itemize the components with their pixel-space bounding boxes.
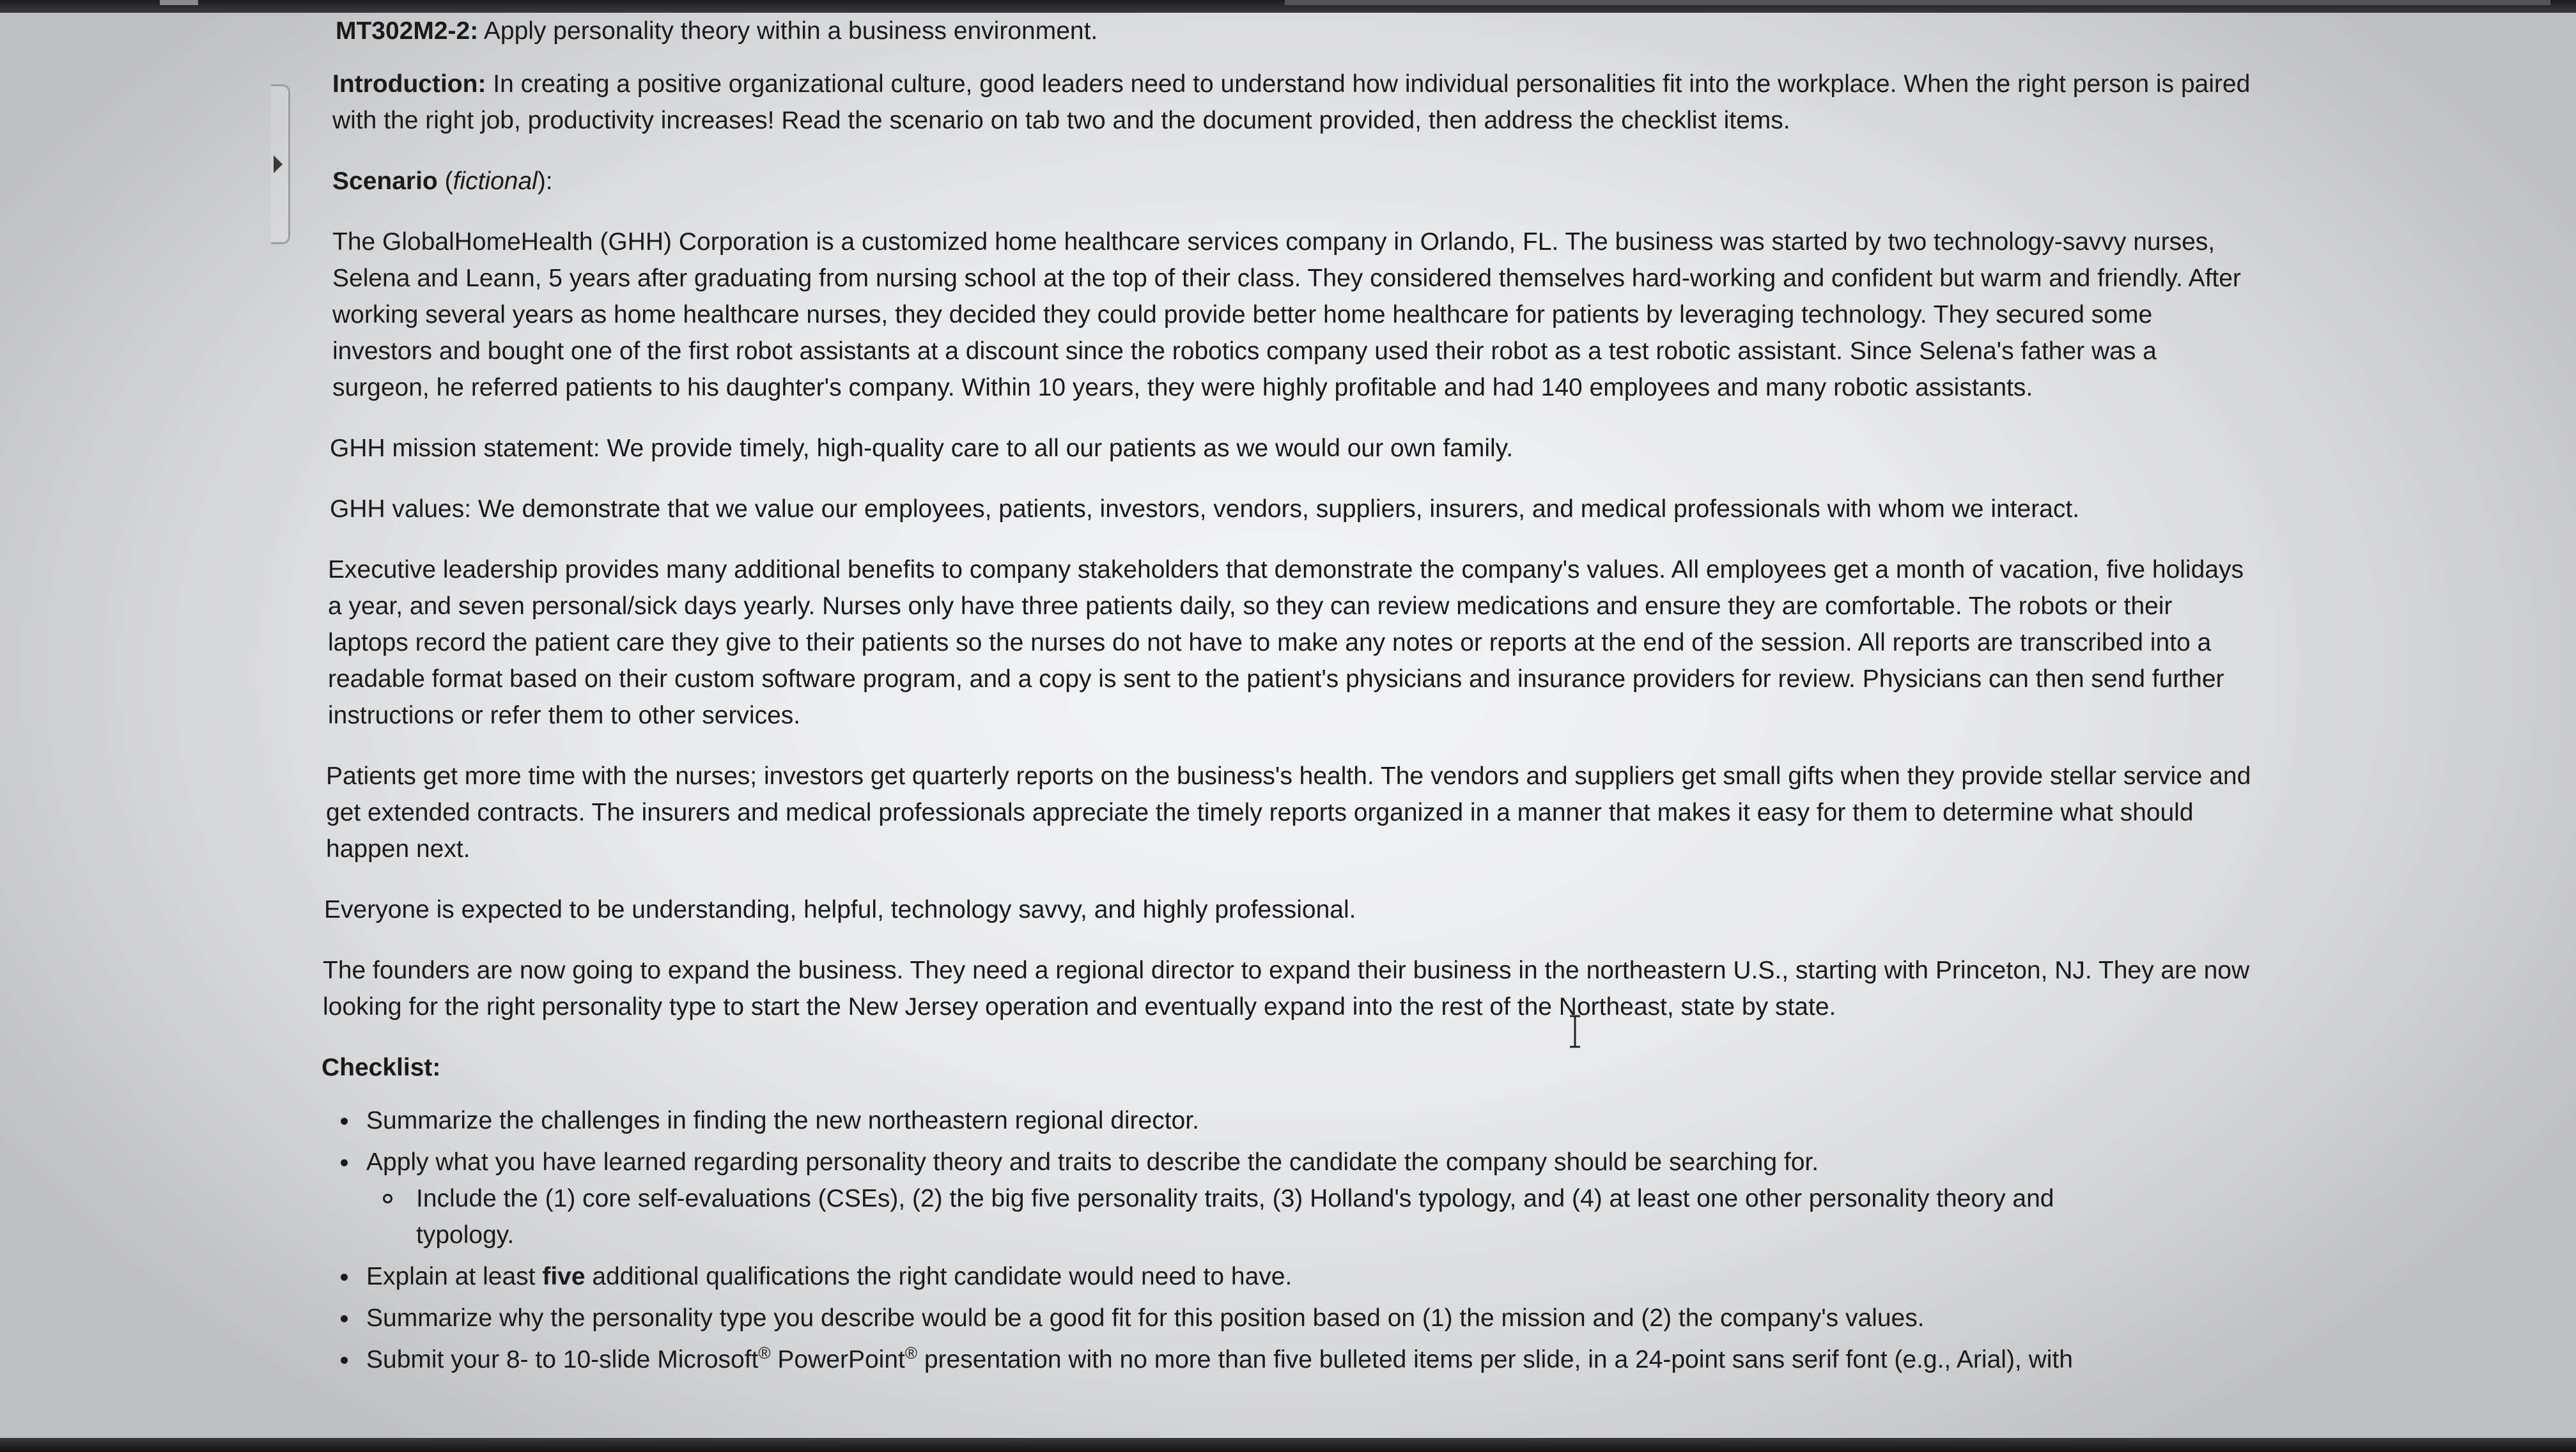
- qualifications-post: additional qualifications the right candidate would need to have.: [585, 1263, 1292, 1290]
- qualifications-count: five: [542, 1263, 586, 1290]
- assignment-code: MT302M2-2:: [336, 17, 479, 45]
- submit-text-c: presentation with no more than five bulleted items per slide, in a 24-point sans serif font (e.g., Arial), with: [917, 1346, 2073, 1373]
- tab-edge-left: [160, 0, 198, 5]
- tab-edge-right: [1285, 0, 2550, 5]
- scenario-paragraph-values: GHH values: We demonstrate that we value our employees, patients, investors, vendors, suppliers, insurers, and medical professionals with whom we interact.: [330, 495, 2080, 523]
- submit-text-a: Submit your 8- to 10-slide Microsoft: [366, 1346, 759, 1373]
- checklist-sublist: [366, 1180, 2253, 1253]
- submit-text-b: PowerPoint: [770, 1346, 905, 1373]
- assignment-content: [322, 13, 2253, 1383]
- checklist-item-qualifications: [322, 1258, 2253, 1295]
- checklist-subitem-theories: Include the (1) core self-evaluations (CSEs), (2) the big five personality traits, (3) Holland's typology, and (4) at least one other personality theory and typology.: [366, 1180, 2142, 1253]
- checklist-list: [322, 1102, 2253, 1378]
- assignment-objective-text: Apply personality theory within a business environment.: [478, 17, 1098, 45]
- scenario-qualifier: fictional: [453, 167, 538, 195]
- checklist-item-candidate-text: Apply what you have learned regarding personality theory and traits to describe the candidate the company should be searching for.: [366, 1148, 1819, 1176]
- sidebar-toggle[interactable]: [271, 84, 290, 244]
- registered-mark-1: ®: [758, 1343, 771, 1363]
- scenario-paragraph-benefits: Executive leadership provides many additional benefits to company stakeholders that demonstrate the company's values. All employees get a month of vacation, five holidays a year, and seven personal/sick days yearly. Nurses only have three patients daily, so they can review medications and ensure they are comfortable. The robots or their laptops record the patient care they give to their patients so the nurses do not have to make any notes or reports at the end of the session. All reports are transcribed into a readable format based on their custom software program, and a copy is sent to the patient's physicians and insurance providers for review. Physicians can then send further instructions or refer them to other services.: [328, 556, 2244, 729]
- introduction-paragraph: [332, 66, 2253, 139]
- scenario-label: Scenario: [332, 167, 438, 195]
- scenario-paragraph-mission: GHH mission statement: We provide timely, high-quality care to all our patients as we would our own family.: [330, 435, 1514, 462]
- scenario-paragraph-expansion: The founders are now going to expand the business. They need a regional director to expand their business in the northeastern U.S., starting with Princeton, NJ. They are now looking for the right personality type to start the New Jersey operation and eventually expand into the rest of the Northeast, state by state.: [323, 957, 2250, 1021]
- introduction-text: In creating a positive organizational culture, good leaders need to understand how individual personalities fit into the workplace. When the right person is paired with the right job, productivity increases! Read the scenario on tab two and the document provided, then address the checklist items.: [332, 70, 2251, 134]
- caret-right-icon: [274, 155, 283, 173]
- scenario-paragraph-company: The GlobalHomeHealth (GHH) Corporation is a customized home healthcare services company in Orlando, FL. The business was started by two technology-savvy nurses, Selena and Leann, 5 years after graduating from nursing school at the top of their class. They considered themselves hard-working and confident but warm and friendly. After working several years as home healthcare nurses, they decided they could provide better home healthcare for patients by leveraging technology. They secured some investors and bought one of the first robot assistants at a discount since the robotics company used their robot as a test robotic assistant. Since Selena's father was a surgeon, he referred patients to his daughter's company. Within 10 years, they were highly profitable and had 140 employees and many robotic assistants.: [332, 228, 2241, 401]
- registered-mark-2: ®: [904, 1343, 918, 1363]
- scenario-heading: Scenario (fictional):: [332, 167, 553, 195]
- scenario-paragraph-expectations: Everyone is expected to be understanding, helpful, technology savvy, and highly professional.: [324, 896, 1356, 923]
- checklist-item-submit: [322, 1341, 2253, 1378]
- checklist-item-fit: Summarize why the personality type you describe would be a good fit for this position based on (1) the mission and (2) the company's values.: [322, 1300, 2253, 1336]
- bottom-bezel: [0, 1438, 2576, 1452]
- top-bezel: [0, 0, 2576, 13]
- scenario-paragraph-stakeholders: Patients get more time with the nurses; investors get quarterly reports on the business's health. The vendors and suppliers get small gifts when they provide stellar service and get extended contracts. The insurers and medical professionals appreciate the timely reports organized in a manner that makes it easy for them to determine what should happen next.: [326, 762, 2251, 863]
- introduction-label: Introduction:: [332, 70, 486, 98]
- assignment-objective: [336, 13, 2253, 49]
- qualifications-pre: Explain at least: [366, 1263, 543, 1290]
- checklist-item-challenges: Summarize the challenges in finding the new northeastern regional director.: [322, 1102, 2253, 1139]
- text-cursor-icon: [1567, 1015, 1583, 1048]
- checklist-heading: [322, 1049, 2253, 1086]
- checklist-label: Checklist:: [322, 1054, 441, 1081]
- checklist-item-candidate: [322, 1144, 2253, 1253]
